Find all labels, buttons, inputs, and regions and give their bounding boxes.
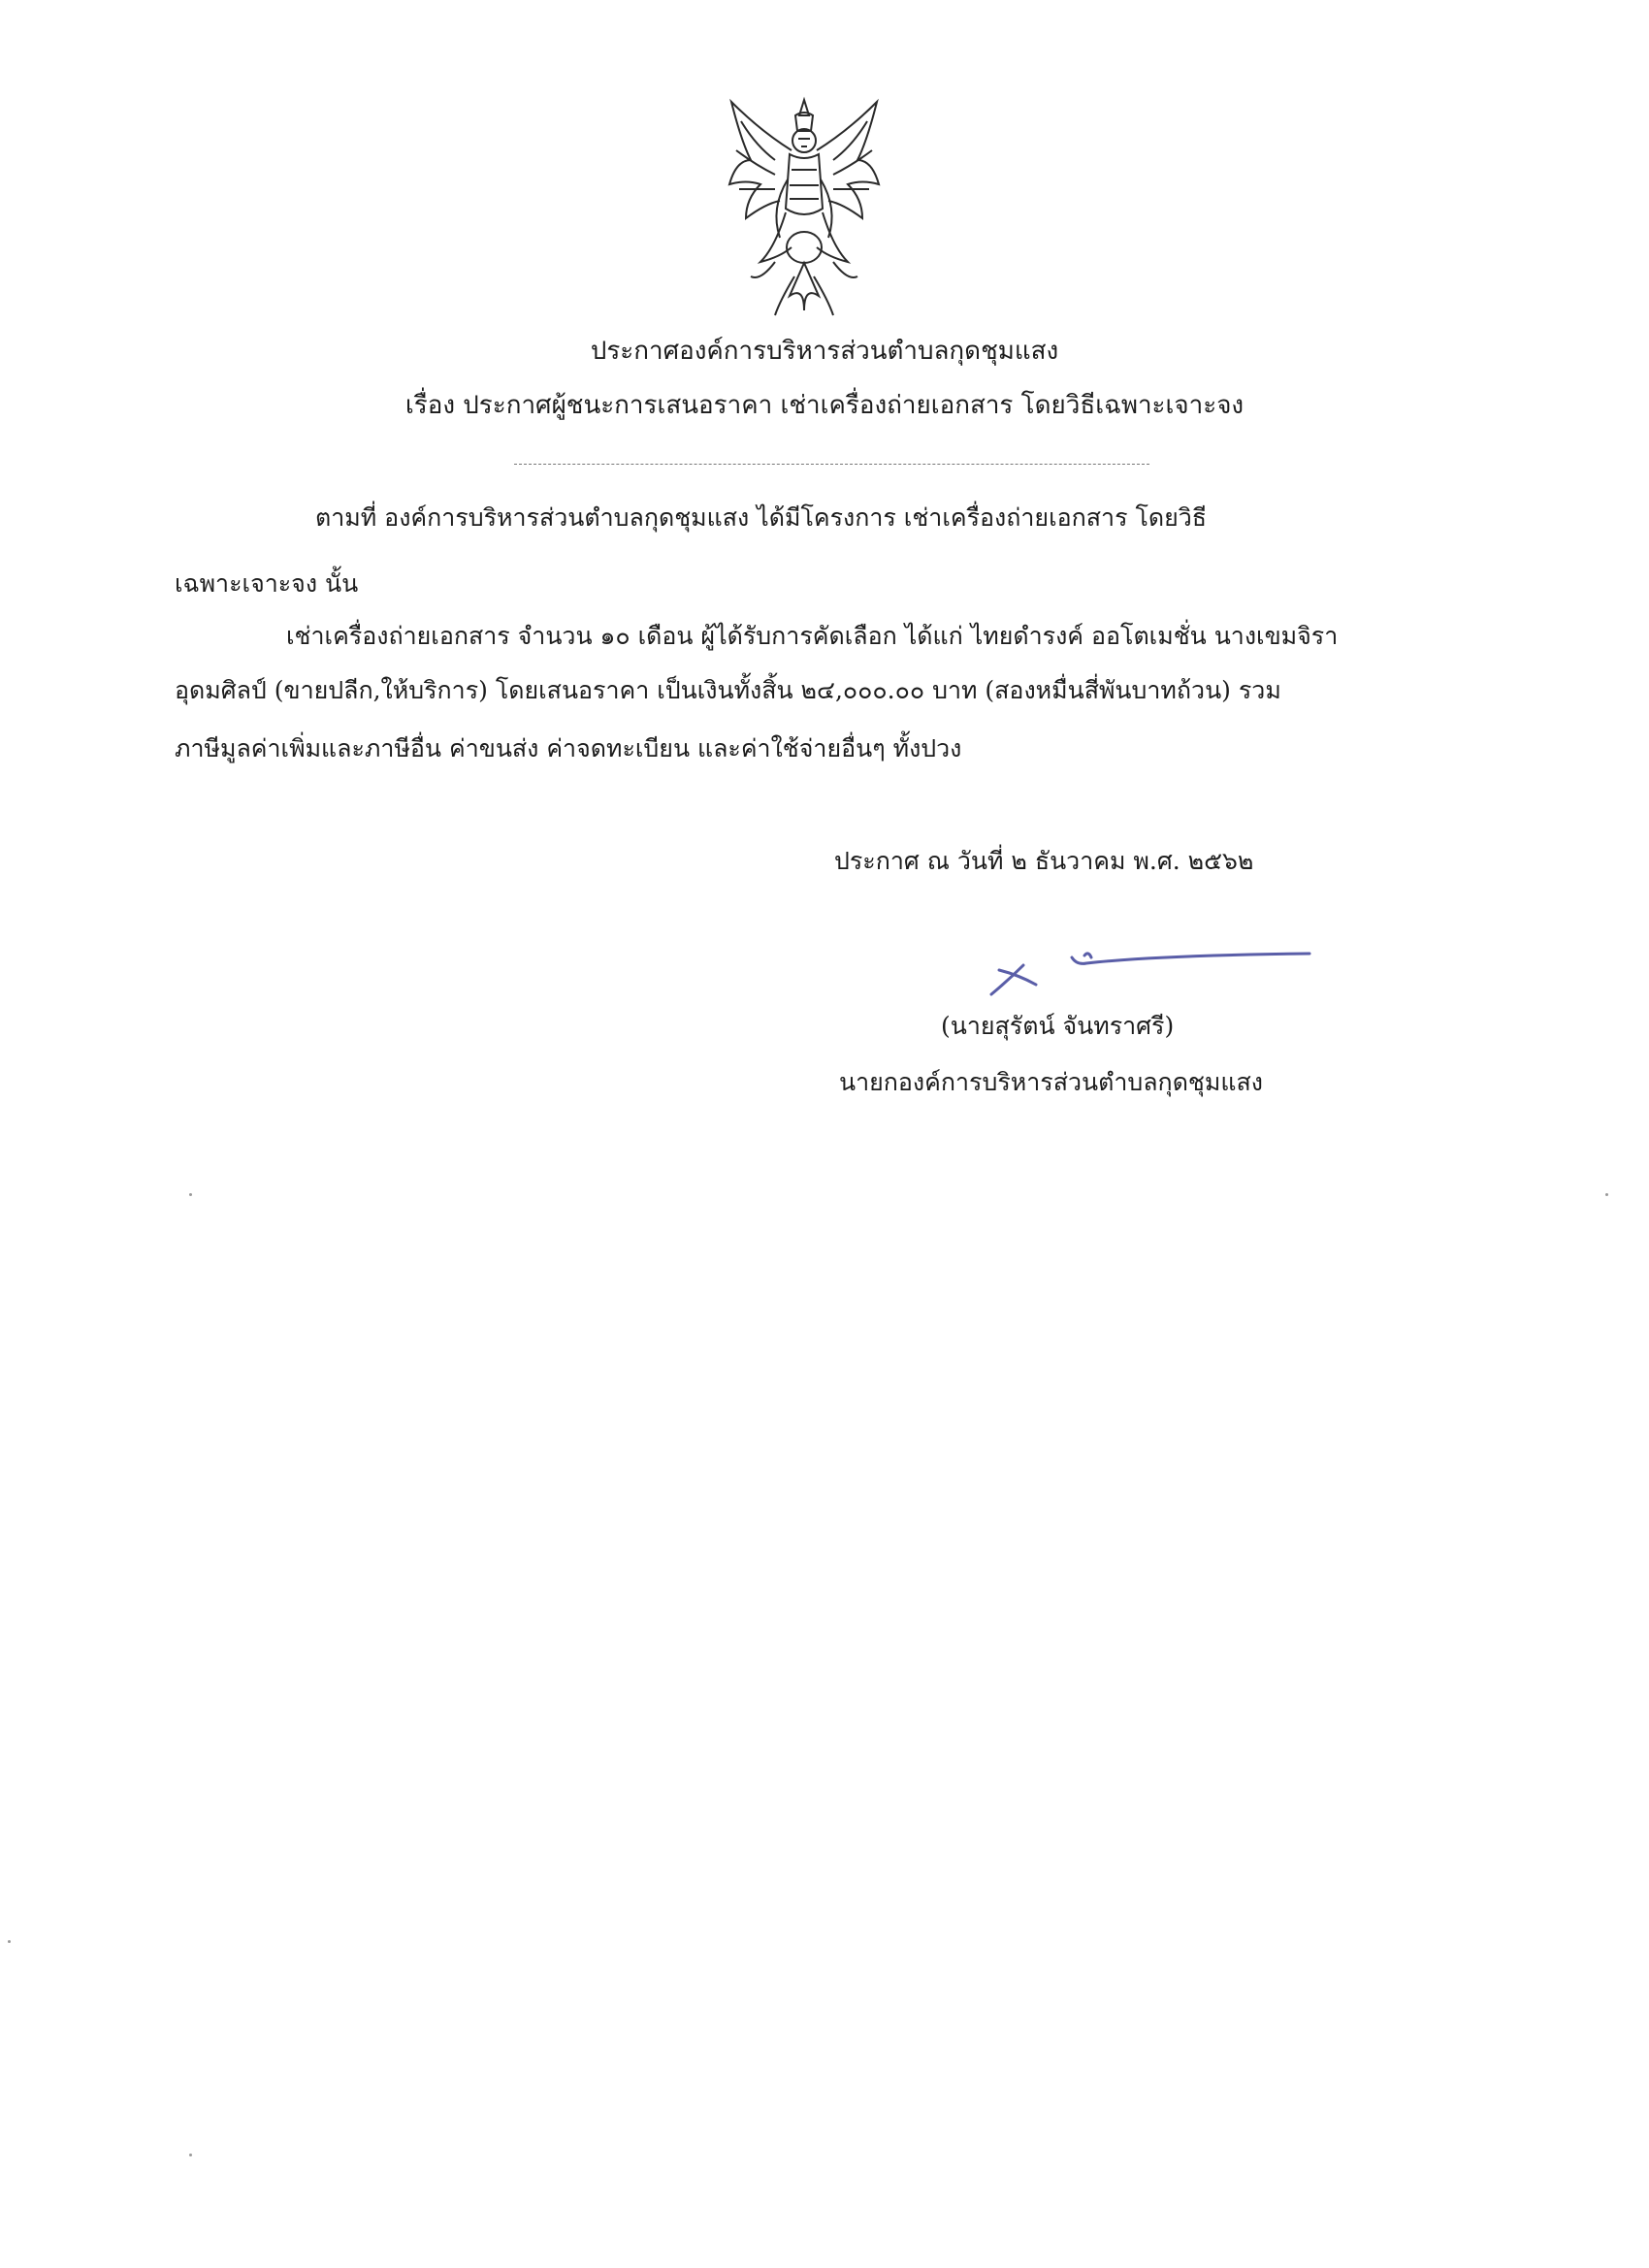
announcement-title: ประกาศองค์การบริหารส่วนตำบลกุดชุมแสง: [590, 337, 1059, 366]
scan-speck: [1605, 1193, 1608, 1196]
signer-position: นายกองค์การบริหารส่วนตำบลกุดชุมแสง: [839, 1068, 1263, 1096]
signature-icon: [980, 946, 1319, 1004]
scan-speck: [189, 2154, 192, 2156]
garuda-emblem-icon: [722, 92, 887, 325]
scan-speck: [189, 1193, 192, 1196]
paragraph-2-line-1: เช่าเครื่องถ่ายเอกสาร จำนวน ๑๐ เดือน ผู้ได้รับการคัดเลือก ได้แก่ ไทยดำรงค์ ออโตเมชั่น นางเขมจิรา: [286, 622, 1339, 650]
scan-speck: [8, 1940, 11, 1943]
paragraph-2-line-2: อุดมศิลป์ (ขายปลีก,ให้บริการ) โดยเสนอราคา เป็นเงินทั้งสิ้น ๒๔,๐๐๐.๐๐ บาท (สองหมื่นสี่พันบาทถ้วน) รวม: [175, 676, 1281, 704]
announcement-subject: เรื่อง ประกาศผู้ชนะการเสนอราคา เช่าเครื่องถ่ายเอกสาร โดยวิธีเฉพาะเจาะจง: [404, 391, 1245, 420]
divider: [514, 464, 1149, 465]
paragraph-1-line-1: ตามที่ องค์การบริหารส่วนตำบลกุดชุมแสง ได้มีโครงการ เช่าเครื่องถ่ายเอกสาร โดยวิธี: [315, 503, 1208, 532]
signer-name: (นายสุรัตน์ จันทราศรี): [941, 1012, 1175, 1040]
announcement-date: ประกาศ ณ วันที่ ๒ ธันวาคม พ.ศ. ๒๕๖๒: [834, 847, 1254, 875]
paragraph-2-line-3: ภาษีมูลค่าเพิ่มและภาษีอื่น ค่าขนส่ง ค่าจดทะเบียน และค่าใช้จ่ายอื่นๆ ทั้งปวง: [175, 734, 962, 762]
paragraph-1-line-2: เฉพาะเจาะจง นั้น: [175, 569, 359, 598]
